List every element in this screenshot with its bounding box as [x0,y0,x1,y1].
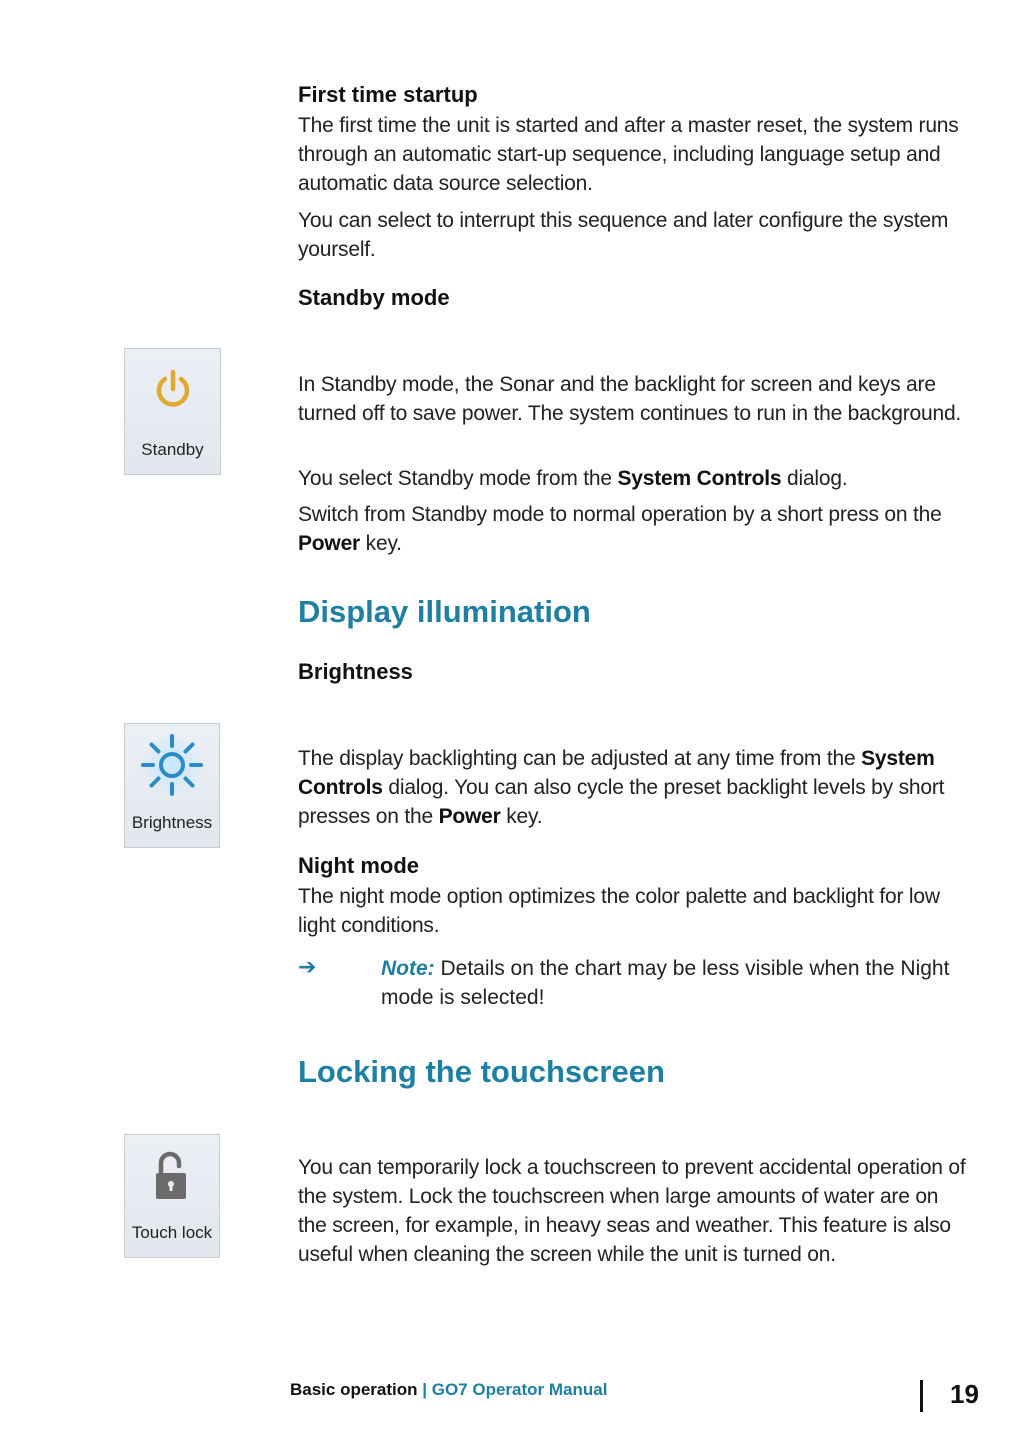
page-number-divider [920,1380,923,1412]
footer-section: Basic operation [290,1380,418,1399]
page-number: 19 [950,1379,979,1409]
note-night-mode: Note: Details on the chart may be less visible when the Night mode is selected! [381,957,950,1009]
note-arrow-icon: ➔ [298,954,317,979]
power-key-term: Power [438,805,501,828]
page-footer [290,1380,607,1400]
standby-icon-tile [124,348,221,475]
note-label: Note: [381,957,435,980]
paragraph-startup-1: The first time the unit is started and after a master reset, the system runs through an automatic start-up sequence, including language setup and automatic data source selection. [298,114,959,195]
heading-locking-touchscreen: Locking the touchscreen [298,1054,665,1089]
heading-brightness: Brightness [298,659,413,684]
heading-night-mode: Night mode [298,853,419,878]
power-icon [153,369,193,411]
touch-lock-icon-tile [124,1134,220,1258]
heading-display-illumination: Display illumination [298,594,591,629]
brightness-icon-label: Brightness [131,813,213,832]
brightness-icon-tile [124,723,220,848]
heading-standby-mode: Standby mode [298,285,450,310]
paragraph-night-mode: The night mode option optimizes the color palette and backlight for low light conditions. [298,885,940,937]
paragraph-standby-3: Switch from Standby mode to normal operation by a short press on the Power key. [298,503,942,555]
paragraph-brightness: The display backlighting can be adjusted at any time from the System Controls dialog. You can also cycle the preset backlight levels by short presses on the Power key. [298,747,945,828]
heading-first-time-startup: First time startup [298,82,478,107]
footer-separator: | [417,1380,432,1399]
paragraph-startup-2: You can select to interrupt this sequence and later configure the system yourself. [298,209,949,261]
system-controls-term: System Controls [298,747,935,799]
touch-lock-icon-label: Touch lock [131,1223,213,1242]
power-key-term: Power [298,532,361,555]
sun-icon [139,732,205,798]
paragraph-standby-1: In Standby mode, the Sonar and the backlight for screen and keys are turned off to save power. The system continues to run in the background. [298,373,962,425]
paragraph-standby-2: You select Standby mode from the System Controls dialog. [298,467,848,490]
standby-icon-label: Standby [141,440,204,459]
system-controls-term: System Controls [617,467,782,490]
paragraph-touch-lock: You can temporarily lock a touchscreen to prevent accidental operation of the system. Lock the touchscreen when large amounts of water are on the screen, for example, in heavy seas and weather. This feature is also useful when cleaning the screen while the unit is turned on. [298,1156,966,1266]
footer-manual-title: GO7 Operator Manual [431,1380,608,1399]
unlock-icon [154,1151,190,1203]
